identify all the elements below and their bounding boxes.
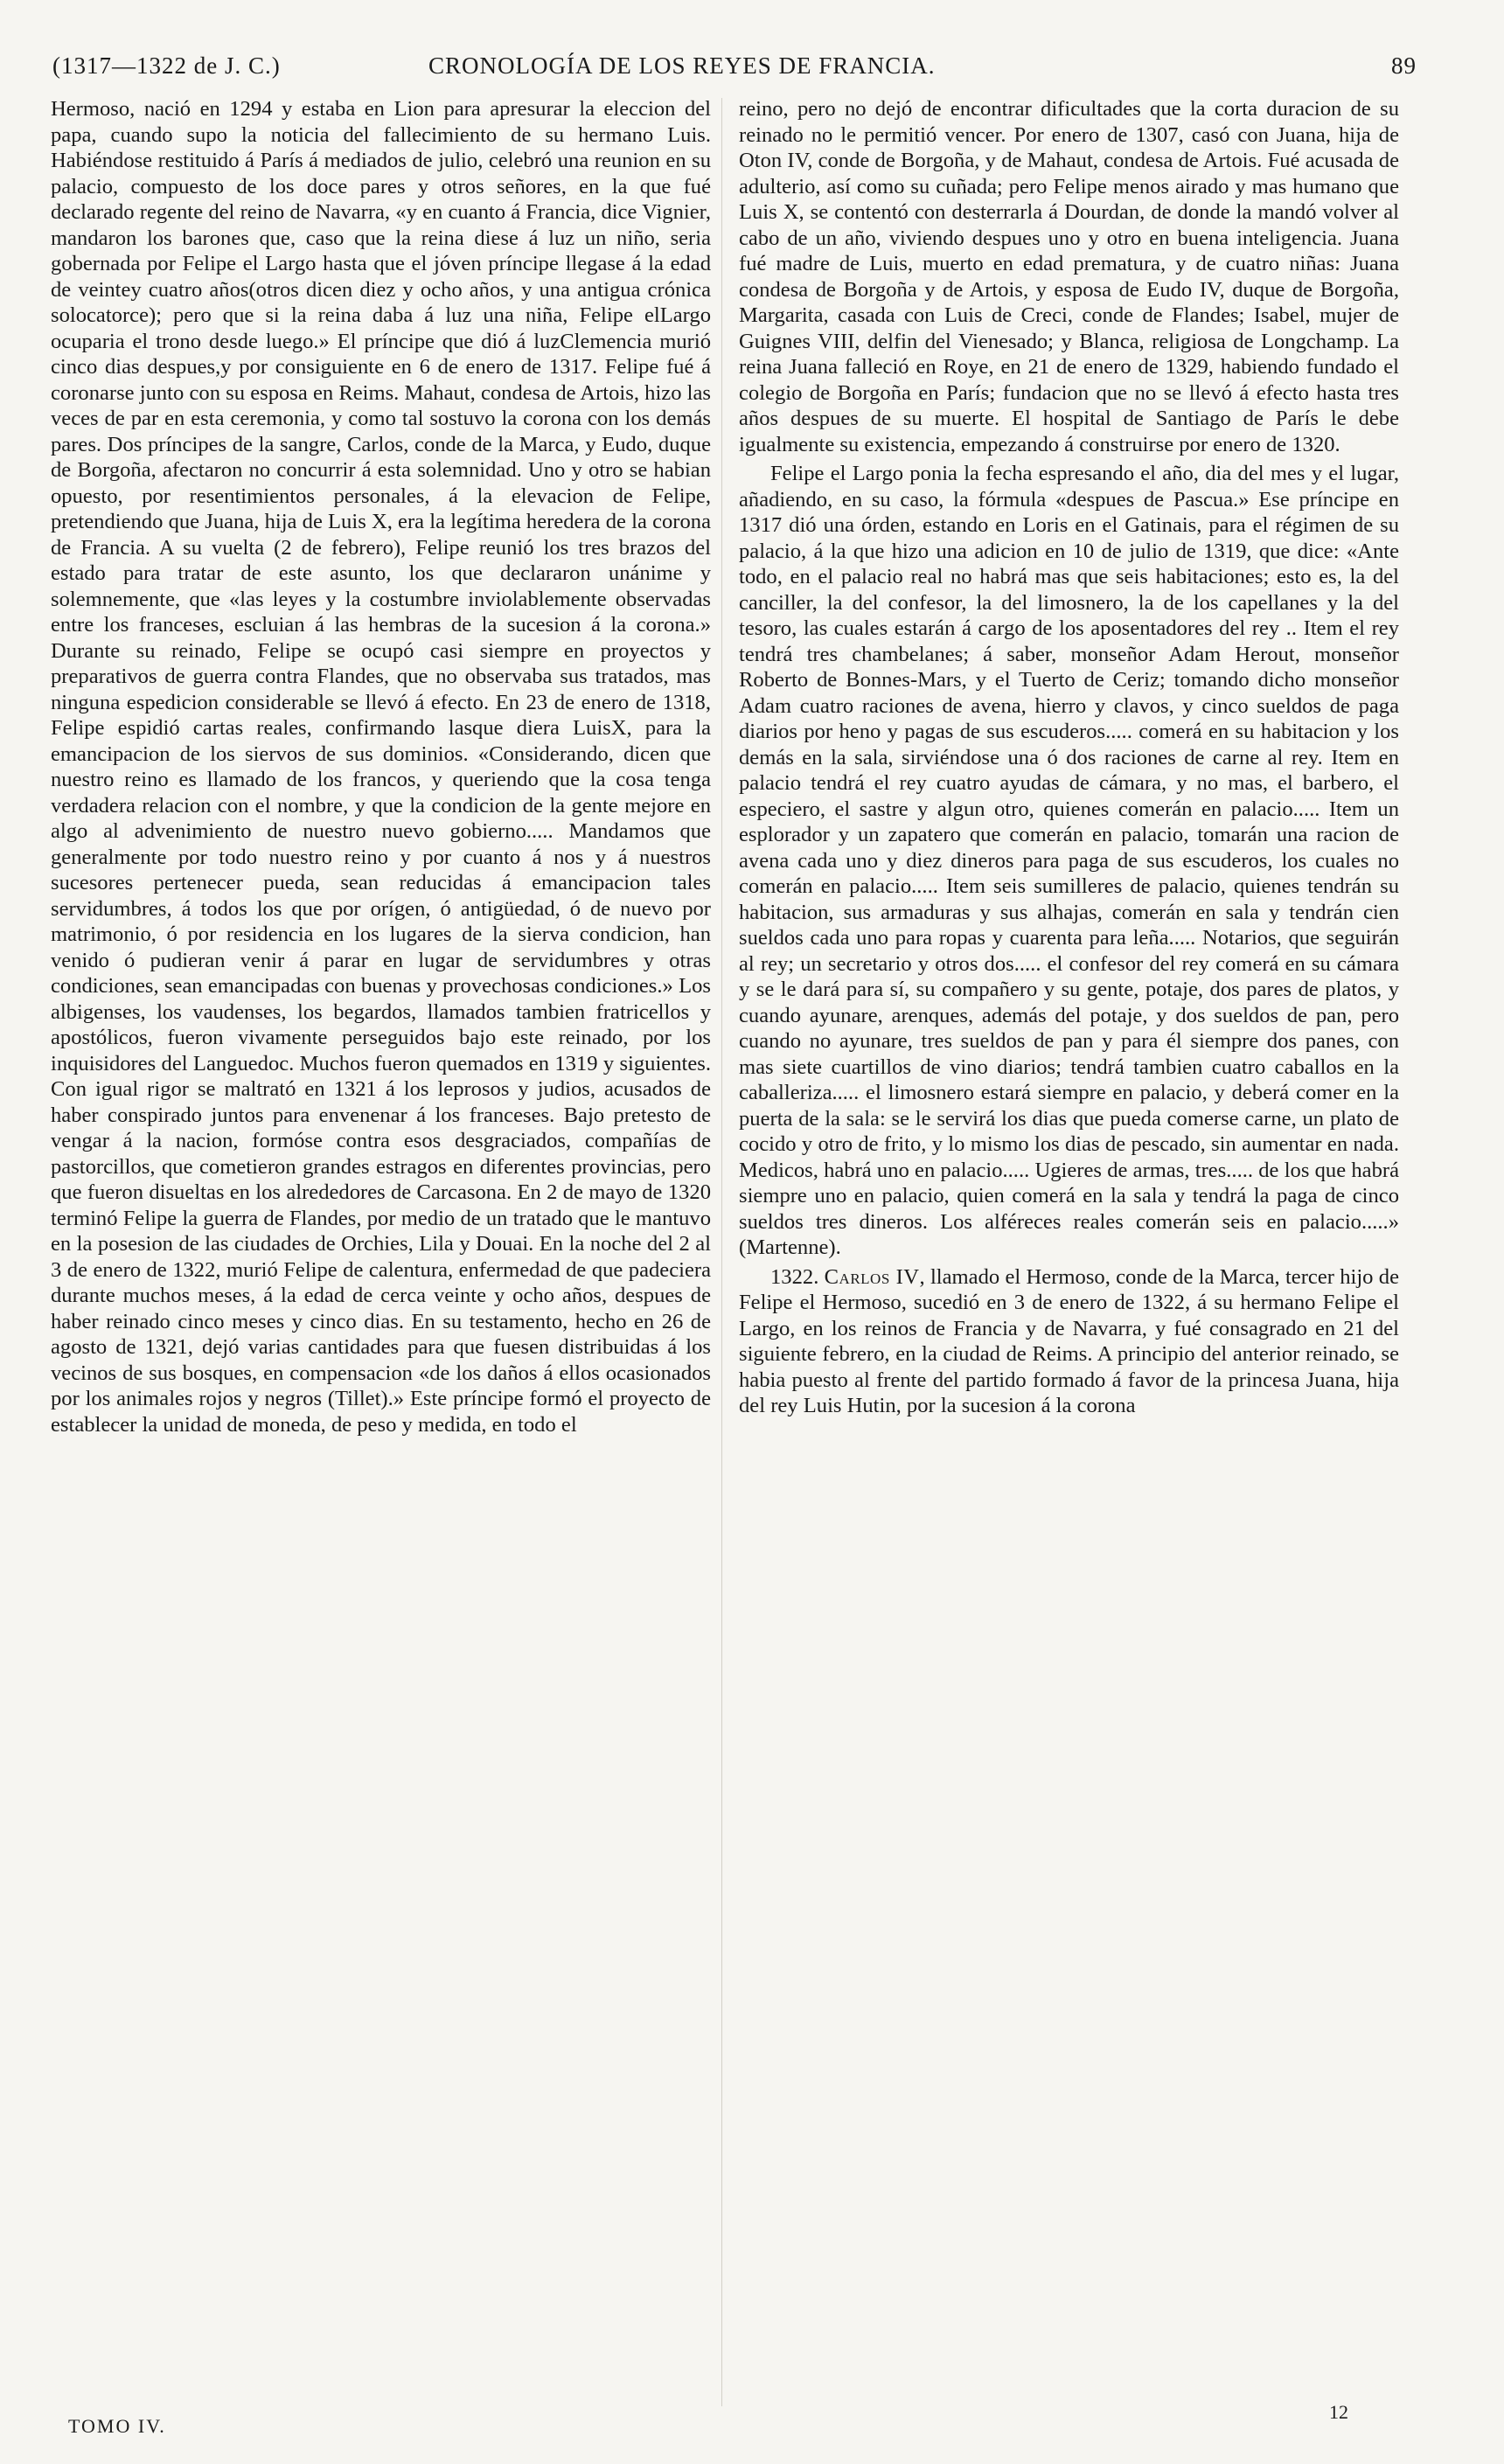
header-title: CRONOLOGÍA DE LOS REYES DE FRANCIA. [428,52,936,79]
left-column [51,96,711,1441]
page-footer [52,2401,1417,2441]
signature-mark: 12 [1329,2401,1348,2423]
right-paragraph-3 [739,1264,1399,1419]
page-header [52,52,1417,87]
header-date-range: (1317—1322 de J. C.) [52,52,281,79]
right-paragraph-2: Felipe el Largo ponia la fecha espresando el año, dia del mes y el lugar, añadiendo, en su caso, la fórmula «despues de Pascua.» Ese príncipe en 1317 dió una órden, estando en Loris en el Gatinais, para el régimen de su palacio, á la que hizo una adicion en 10 de julio de 1319, que dice: «Ante todo, en el palacio real no habrá mas que seis habitaciones; esto es, la del canciller, la del confesor, la del limosnero, la de los capellanes y la del tesoro, las cuales estarán á cargo de los aposentadores del rey .. Item el rey tendrá tres chambelanes; á saber, monseñor Adam Herout, monseñor Roberto de Bonnes-Mars, y el Tuerto de Ceriz; tomando dicho monseñor Adam cuatro raciones de avena, hierro y clavos, y cinco sueldos de paga diarios por heno y pagas de sus escuderos..... comerá en su habitacion y los demás en la sala, sirviéndose una ó dos raciones de carne al rey. Item en palacio tendrá el rey cuatro ayudas de cámara, y no mas, el barbero, el especiero, el sastre y algun otro, quienes comerán en palacio..... Item un esplorador y un zapatero que comerán en palacio, tomarán una racion de avena cada uno y diez dineros para paga de sus escuderos, los cuales no comerán en palacio..... Item seis sumilleres de palacio, quienes tendrán su habitacion, sus armaduras y sus alhajas, comerán en sala y tendrán cien sueldos cada uno para ropas y cuarenta para leña..... Notarios, que seguirán al rey; un secretario y otros dos..... el confesor del rey comerá en su cámara y se le dará para sí, su compañero y su gente, potaje, dos pares de platos, y cuando ayunare, arenques, además del potaje, y dos sueldos de pan, pero cuando no ayunare, tres sueldos de pan y para él siempre dos panes, con mas siete cuartillos de vino diarios; tendrá tambien cuatro caballos en la caballeriza..... el limosnero estará siempre en palacio, y deberá comer en la puerta de la sala: se le servirá los dias que pueda comerse carne, un plato de cocido y otro de frito, y lo mismo los dias de pescado, sin aumentar en nada. Medicos, habrá uno en palacio..... Ugieres de armas, tres..... de los que habrá siempre uno en palacio, quien comerá en la sala y tendrá la paga de cinco sueldos tres dineros. Los alféreces reales comerán seis en palacio.....» (Martenne). [739,462,1399,1259]
entry-year: 1322. [770,1264,819,1289]
right-paragraph-1: reino, pero no dejó de encontrar dificultades que la corta duracion de su reinado no le permitió vencer. Por enero de 1307, casó con Juana, hija de Oton IV, conde de Borgoña, y de Mahaut, condesa de Artois. Fué acusada de adulterio, así como su cuñada; pero Felipe menos airado y mas humano que Luis X, se contentó con desterrarla á Dourdan, de donde la mandó volver al cabo de un año, viviendo despues uno y otro en buena inteligencia. Juana fué madre de Luis, muerto en edad prematura, y de cuatro niñas: Juana condesa de Borgoña y de Artois, y esposa de Eudo IV, duque de Borgoña, Margarita, casada con Luis de Creci, conde de Flandes; Isabel, mujer de Guignes VIII, delfin del Vienesado; y Blanca, religiosa de Longchamp. La reina Juana falleció en Roye, en 21 de enero de 1329, habiendo fundado el colegio de Borgoña en París; fundacion que no se llevó á efecto hasta tres años despues de su muerte. El hospital de Santiago de París le debe igualmente su existencia, empezando á construirse por enero de 1320. [739,97,1399,456]
right-column [739,96,1399,1423]
volume-label: TOMO IV. [68,2415,166,2437]
entry-text: , llamado el Hermoso, conde de la Marca, tercer hijo de Felipe el Hermoso, sucedió en 3 de enero de 1322, á su hermano Felipe el Largo, en los reinos de Francia y de Navarra, y fué consagrado en 21 del siguiente febrero, en la ciudad de Reims. A principio del anterior reinado, se habia puesto al frente del partido formado á favor de la princesa Juana, hija del rey Luis Hutin, por la sucesion á la corona [739,1264,1399,1417]
page-number: 89 [1391,52,1417,79]
column-divider [721,98,722,2406]
entry-king-name: Carlos IV [824,1264,920,1289]
left-paragraph-1: Hermoso, nació en 1294 y estaba en Lion para apresurar la eleccion del papa, cuando supo la noticia del fallecimiento de su hermano Luis. Habiéndose restituido á París á mediados de julio, celebró una reunion en su palacio, compuesto de los doce pares y otros señores, en la que fué declarado regente del reino de Navarra, «y en cuanto á Francia, dice Vignier, mandaron los barones que, caso que la reina diese á luz un niño, seria gobernada por Felipe el Largo hasta que el jóven príncipe llegase á la edad de veintey cuatro años(otros dicen diez y ocho años, y una antigua crónica solocatorce); pero que si la reina daba á luz una niña, Felipe elLargo ocuparia el trono desde luego.» El príncipe que dió á luzClemencia murió cinco dias despues,y por consiguiente en 6 de enero de 1317. Felipe fué á coronarse junto con su esposa en Reims. Mahaut, condesa de Artois, hizo las veces de par en esta ceremonia, y como tal sostuvo la corona con los demás pares. Dos príncipes de la sangre, Carlos, conde de la Marca, y Eudo, duque de Borgoña, afectaron no concurrir á esta solemnidad. Uno y otro se habian opuesto, por resentimientos personales, á la elevacion de Felipe, pretendiendo que Juana, hija de Luis X, era la legítima heredera de la corona de Francia. A su vuelta (2 de febrero), Felipe reunió los tres brazos del estado para tratar de este asunto, los que declararon unánime y solemnemente, que «las leyes y la costumbre inviolablemente observadas entre los franceses, escluian á las hembras de la sucesion á la corona.» Durante su reinado, Felipe se ocupó casi siempre en proyectos y preparativos de guerra contra Flandes, que no observaba sus tratados, mas ninguna espedicion considerable se llevó á efecto. En 23 de enero de 1318, Felipe espidió cartas reales, confirmando lasque diera LuisX, para la emancipacion de los siervos de sus dominios. «Considerando, dicen que nuestro reino es llamado de los francos, y queriendo que la cosa tenga verdadera relacion con el nombre, y que la condicion de la gente mejore en algo al advenimiento de nuestro nuevo gobierno..... Mandamos que generalmente por todo nuestro reino y por cuanto á nos y á nuestros sucesores pertenecer pueda, sean reducidas á emancipacion tales servidumbres, á todos los que por orígen, ó antigüedad, ó de nuevo por matrimonio, ó por residencia en los lugares de la sierva condicion, han venido ó pudieran venir á parar en lugar de servidumbres y otras condiciones, sean emancipadas con buenas y provechosas condiciones.» Los albigenses, los vaudenses, los begardos, llamados tambien fratricellos y apostólicos, fueron vivamente perseguidos bajo este reinado, por los inquisidores del Languedoc. Muchos fueron quemados en 1319 y siguientes. Con igual rigor se maltrató en 1321 á los leprosos y judios, acusados de haber conspirado juntos para envenenar á los franceses. Bajo pretesto de vengar á la nacion, formóse contra esos desgraciados, compañías de pastorcillos, que cometieron grandes estragos en diferentes provincias, pero que fueron disueltas en los alrededores de Carcasona. En 2 de mayo de 1320 terminó Felipe la guerra de Flandes, por medio de un tratado que le mantuvo en la posesion de las ciudades de Orchies, Lila y Douai. En la noche del 2 al 3 de enero de 1322, murió Felipe de calentura, enfermedad de que padeciera durante muchos meses, á la edad de cerca veinte y ocho años, despues de haber reinado cinco meses y cinco dias. En su testamento, hecho en 26 de agosto de 1321, dejó varias cantidades para que fuesen distribuidas á los vecinos de sus bosques, en compensacion «de los daños á ellos ocasionados por los animales rojos y negros (Tillet).» Este príncipe formó el proyecto de establecer la unidad de moneda, de peso y medida, en todo el [51,97,711,1437]
